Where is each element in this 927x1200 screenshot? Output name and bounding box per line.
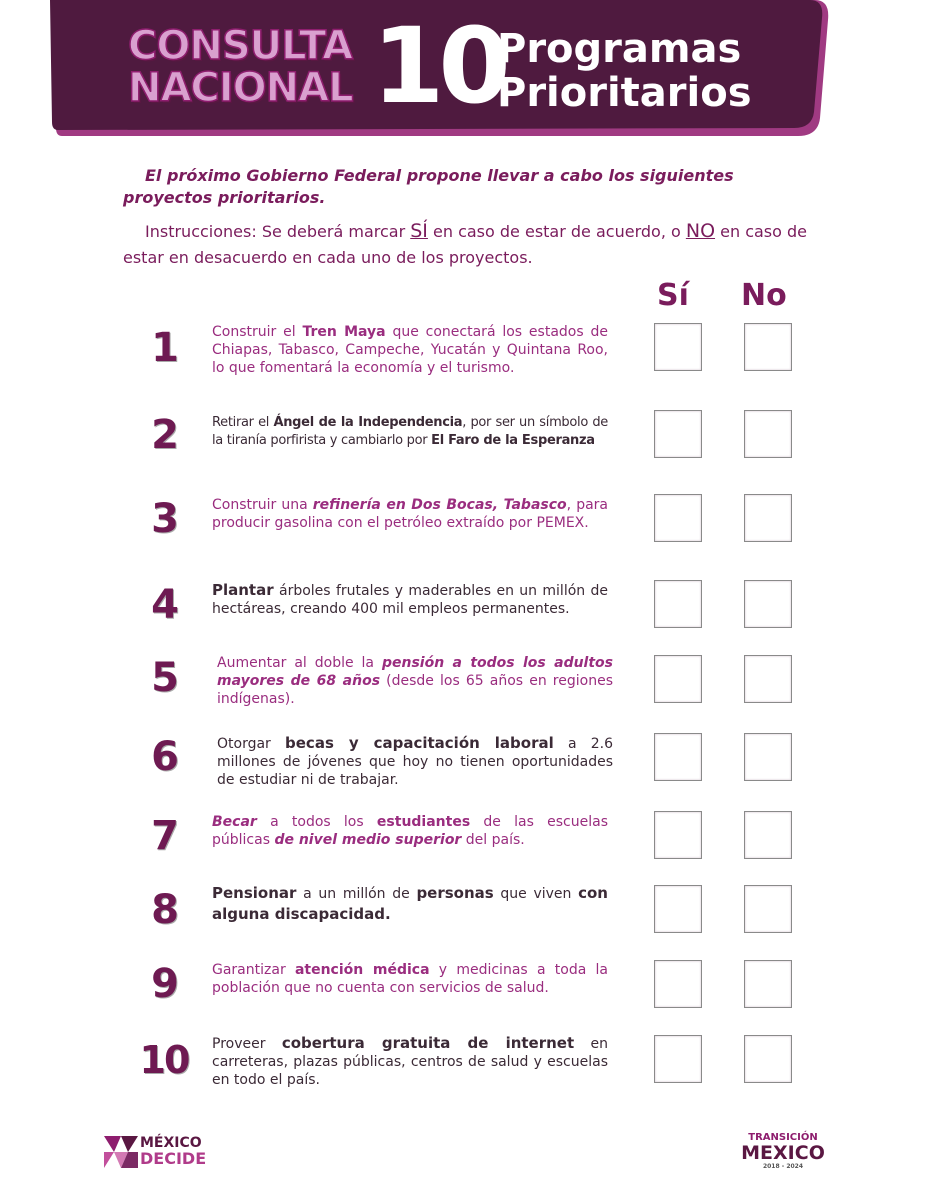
item-number: 8 bbox=[151, 887, 179, 933]
item-text-part: Otorgar bbox=[217, 736, 286, 752]
item-text-part: Garantizar bbox=[212, 962, 295, 978]
instructions-part1: Instrucciones: Se deberá marcar bbox=[145, 222, 411, 241]
header-prioritarios: Prioritarios bbox=[497, 70, 752, 116]
item-text bbox=[212, 496, 608, 532]
item-text-part: árboles frutales y maderables en un millón de hectáreas, creando 400 mil empleos permanentes. bbox=[212, 583, 608, 617]
item-text-bold: con alguna discapacidad. bbox=[212, 884, 608, 923]
item-text-part: , por ser un símbolo de la tiranía porfirista y cambiarlo por bbox=[212, 415, 609, 448]
checkbox-si-8[interactable] bbox=[654, 885, 702, 933]
header-consulta: CONSULTA bbox=[128, 23, 353, 69]
item-text-bold: atención médica bbox=[294, 962, 430, 978]
item-number: 4 bbox=[151, 582, 179, 628]
item-text-bold: refinería en Dos Bocas, Tabasco bbox=[312, 497, 567, 513]
transicion-text: TRANSICIÓN bbox=[748, 1132, 818, 1143]
item-text-part: a todos los bbox=[256, 814, 377, 830]
checkbox-no-7[interactable] bbox=[744, 811, 792, 859]
item-text bbox=[212, 1034, 608, 1089]
item-text-part: Aumentar al doble la bbox=[217, 655, 382, 671]
mexico-decide-text bbox=[140, 1136, 206, 1166]
checkbox-si-5[interactable] bbox=[654, 655, 702, 703]
item-text-bold: de nivel medio superior bbox=[274, 832, 462, 848]
checkbox-no-5[interactable] bbox=[744, 655, 792, 703]
header-programas: Programas bbox=[497, 26, 742, 72]
item-number: 6 bbox=[151, 734, 179, 780]
checkbox-si-3[interactable] bbox=[654, 494, 702, 542]
item-number: 5 bbox=[151, 655, 179, 701]
item-text bbox=[212, 813, 608, 849]
item-text-bold: personas bbox=[416, 884, 494, 902]
item-text-part: Retirar el bbox=[212, 415, 274, 430]
period-text: 2018 - 2024 bbox=[762, 1163, 804, 1170]
item-text-part: que conectará los estados de Chiapas, Tabasco, Campeche, Yucatán y Quintana Roo, lo que fomentará la economía y el turismo. bbox=[212, 324, 608, 376]
checkbox-si-1[interactable] bbox=[654, 323, 702, 371]
item-number: 7 bbox=[151, 813, 179, 859]
item-text-part: del país. bbox=[461, 832, 525, 848]
checkbox-si-7[interactable] bbox=[654, 811, 702, 859]
item-number: 1 bbox=[151, 325, 179, 371]
mexico-decide-line1: MÉXICO bbox=[140, 1135, 202, 1151]
instructions bbox=[123, 218, 813, 271]
item-text-part: Proveer bbox=[212, 1036, 282, 1052]
checkbox-si-4[interactable] bbox=[654, 580, 702, 628]
header-banner bbox=[0, 0, 927, 160]
checkbox-no-6[interactable] bbox=[744, 733, 792, 781]
item-text-part: , para producir gasolina con el petróleo extraído por PEMEX. bbox=[212, 497, 608, 531]
instructions-part2: en caso de estar de acuerdo, o bbox=[427, 222, 686, 241]
header-nacional: NACIONAL bbox=[128, 65, 353, 111]
item-number: 3 bbox=[151, 496, 179, 542]
checkbox-no-9[interactable] bbox=[744, 960, 792, 1008]
item-text bbox=[212, 883, 608, 924]
item-text bbox=[217, 734, 613, 789]
item-text-part: de las escuelas públicas bbox=[212, 814, 609, 848]
item-text-bold: Becar bbox=[212, 814, 257, 830]
item-text-part: Construir una bbox=[212, 497, 313, 513]
mexico-decide-line2: DECIDE bbox=[140, 1149, 207, 1168]
item-text-bold: El Faro de la Esperanza bbox=[431, 433, 595, 448]
item-text-bold: cobertura gratuita de internet bbox=[281, 1034, 575, 1052]
transicion-mexico-logo bbox=[738, 1132, 828, 1171]
item-text bbox=[212, 961, 608, 997]
item-text-bold: Tren Maya bbox=[302, 324, 386, 340]
instructions-no: NO bbox=[685, 220, 716, 242]
item-text-bold: pensión a todos los adultos mayores de 68 años bbox=[217, 655, 613, 689]
mexico-text: MEXICO bbox=[741, 1142, 825, 1164]
item-number: 9 bbox=[151, 961, 179, 1007]
item-text-part: que viven bbox=[493, 886, 579, 902]
item-number: 2 bbox=[151, 412, 179, 458]
column-header-si: Sí bbox=[657, 278, 689, 313]
item-text bbox=[217, 654, 613, 708]
item-text-bold: Plantar bbox=[212, 581, 274, 599]
checkbox-si-2[interactable] bbox=[654, 410, 702, 458]
item-text-part: (desde los 65 años en regiones indígenas). bbox=[217, 673, 613, 707]
item-text-part: y medicinas a toda la población que no cuenta con servicios de salud. bbox=[212, 962, 609, 996]
checkbox-no-4[interactable] bbox=[744, 580, 792, 628]
checkbox-si-10[interactable] bbox=[654, 1035, 702, 1083]
checkbox-no-8[interactable] bbox=[744, 885, 792, 933]
instructions-si: SÍ bbox=[410, 220, 428, 242]
mexico-decide-mark-icon bbox=[104, 1136, 138, 1168]
intro-text: El próximo Gobierno Federal propone llevar a cabo los siguientes proyectos prioritarios. bbox=[123, 166, 734, 207]
item-text bbox=[212, 581, 608, 618]
column-header-no: No bbox=[741, 278, 787, 313]
instructions-part3: en caso de estar en desacuerdo en cada uno de los proyectos. bbox=[123, 222, 807, 267]
item-text-part: a 2.6 millones de jóvenes que hoy no tienen oportunidades de estudiar ni de trabajar. bbox=[217, 736, 613, 788]
item-number: 10 bbox=[139, 1038, 189, 1082]
checkbox-no-3[interactable] bbox=[744, 494, 792, 542]
item-text-part: Construir el bbox=[212, 324, 303, 340]
item-text-bold: Ángel de la Independencia bbox=[273, 415, 463, 430]
item-text-bold: estudiantes bbox=[376, 814, 471, 830]
checkbox-no-1[interactable] bbox=[744, 323, 792, 371]
checkbox-no-10[interactable] bbox=[744, 1035, 792, 1083]
item-text bbox=[212, 323, 608, 377]
mexico-decide-logo bbox=[104, 1136, 208, 1168]
item-text-bold: Pensionar bbox=[212, 884, 297, 902]
item-text-bold: becas y capacitación laboral bbox=[285, 734, 554, 752]
item-text-part: en carreteras, plazas públicas, centros de salud y escuelas en todo el país. bbox=[212, 1036, 609, 1088]
item-text bbox=[212, 414, 608, 450]
checkbox-si-6[interactable] bbox=[654, 733, 702, 781]
checkbox-si-9[interactable] bbox=[654, 960, 702, 1008]
item-text-part: a un millón de bbox=[296, 886, 417, 902]
header-number: 10 bbox=[372, 5, 505, 127]
checkbox-no-2[interactable] bbox=[744, 410, 792, 458]
